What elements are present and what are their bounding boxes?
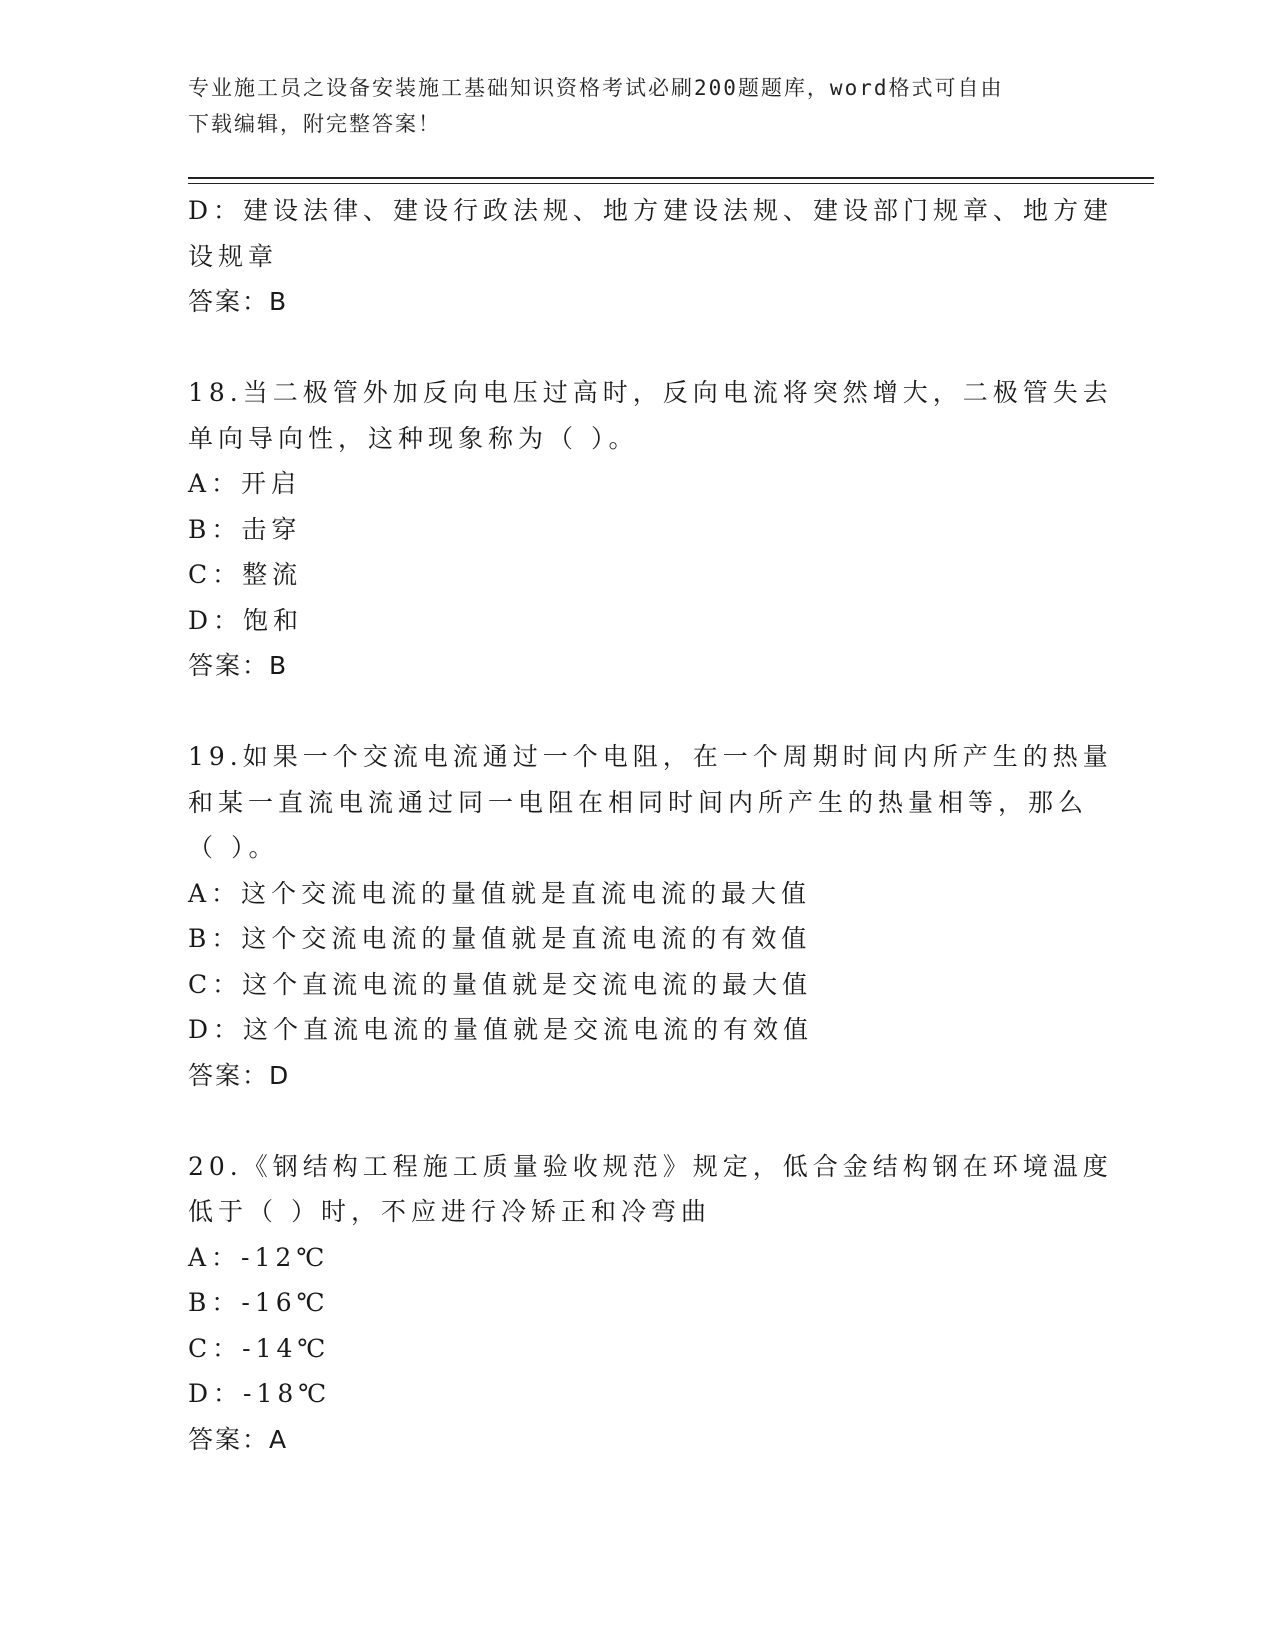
answer-line: 答案：D [188, 1060, 291, 1090]
option-b: B：-16℃ [188, 1288, 330, 1317]
question-19 [188, 734, 1113, 1098]
option-b: B：这个交流电流的量值就是直流电流的有效值 [188, 924, 812, 953]
option-d: D：饱和 [188, 605, 304, 635]
document-header [188, 70, 1088, 142]
option-a: A：开启 [188, 469, 302, 498]
option-d: D：-18℃ [188, 1379, 332, 1408]
question-stem-line-1: 20.《钢结构工程施工质量验收规范》规定，低合金结构钢在环境温度 [188, 1151, 1113, 1181]
question-stem-line-3: （ ）。 [188, 833, 279, 862]
spacer [188, 1098, 1088, 1144]
question-20 [188, 1144, 1113, 1463]
option-d: D：这个直流电流的量值就是交流电流的有效值 [188, 1015, 814, 1044]
option-c: C：整流 [188, 560, 303, 589]
spacer [188, 325, 1088, 371]
header-line-2: 下载编辑，附完整答案！ [188, 112, 441, 136]
question-stem-line-2: 和某一直流电流通过同一电阻在相同时间内所产生的热量相等，那么 [188, 787, 1089, 817]
option-d-line-1: D：建设法律、建设行政法规、地方建设法规、建设部门规章、地方建 [188, 196, 1114, 225]
question-17-tail [188, 188, 1114, 325]
option-c: C：这个直流电流的量值就是交流电流的最大值 [188, 969, 813, 999]
spacer [188, 689, 1088, 735]
question-stem-line-1: 18.当二极管外加反向电压过高时，反向电流将突然增大，二极管失去 [188, 378, 1113, 407]
option-d-line-2: 设规章 [188, 241, 279, 271]
option-c: C：-14℃ [188, 1333, 331, 1363]
answer-line: 答案：A [188, 1424, 289, 1454]
header-divider-thick [188, 177, 1154, 179]
option-b: B：击穿 [188, 514, 302, 544]
question-18 [188, 370, 1113, 689]
answer-line: 答案：B [188, 287, 289, 316]
question-content [188, 188, 1114, 1462]
header-divider-thin [188, 183, 1154, 184]
question-stem-line-2: 单向导向性，这种现象称为（ ）。 [188, 423, 639, 453]
header-line-1: 专业施工员之设备安装施工基础知识资格考试必刷200题题库，word格式可自由 [188, 76, 1004, 100]
answer-line: 答案：B [188, 651, 289, 680]
question-stem-line-2: 低于（ ）时，不应进行冷矫正和冷弯曲 [188, 1197, 711, 1226]
option-a: A：-12℃ [188, 1242, 330, 1272]
question-stem-line-1: 19.如果一个交流电流通过一个电阻，在一个周期时间内所产生的热量 [188, 742, 1113, 771]
option-a: A：这个交流电流的量值就是直流电流的最大值 [188, 878, 812, 908]
